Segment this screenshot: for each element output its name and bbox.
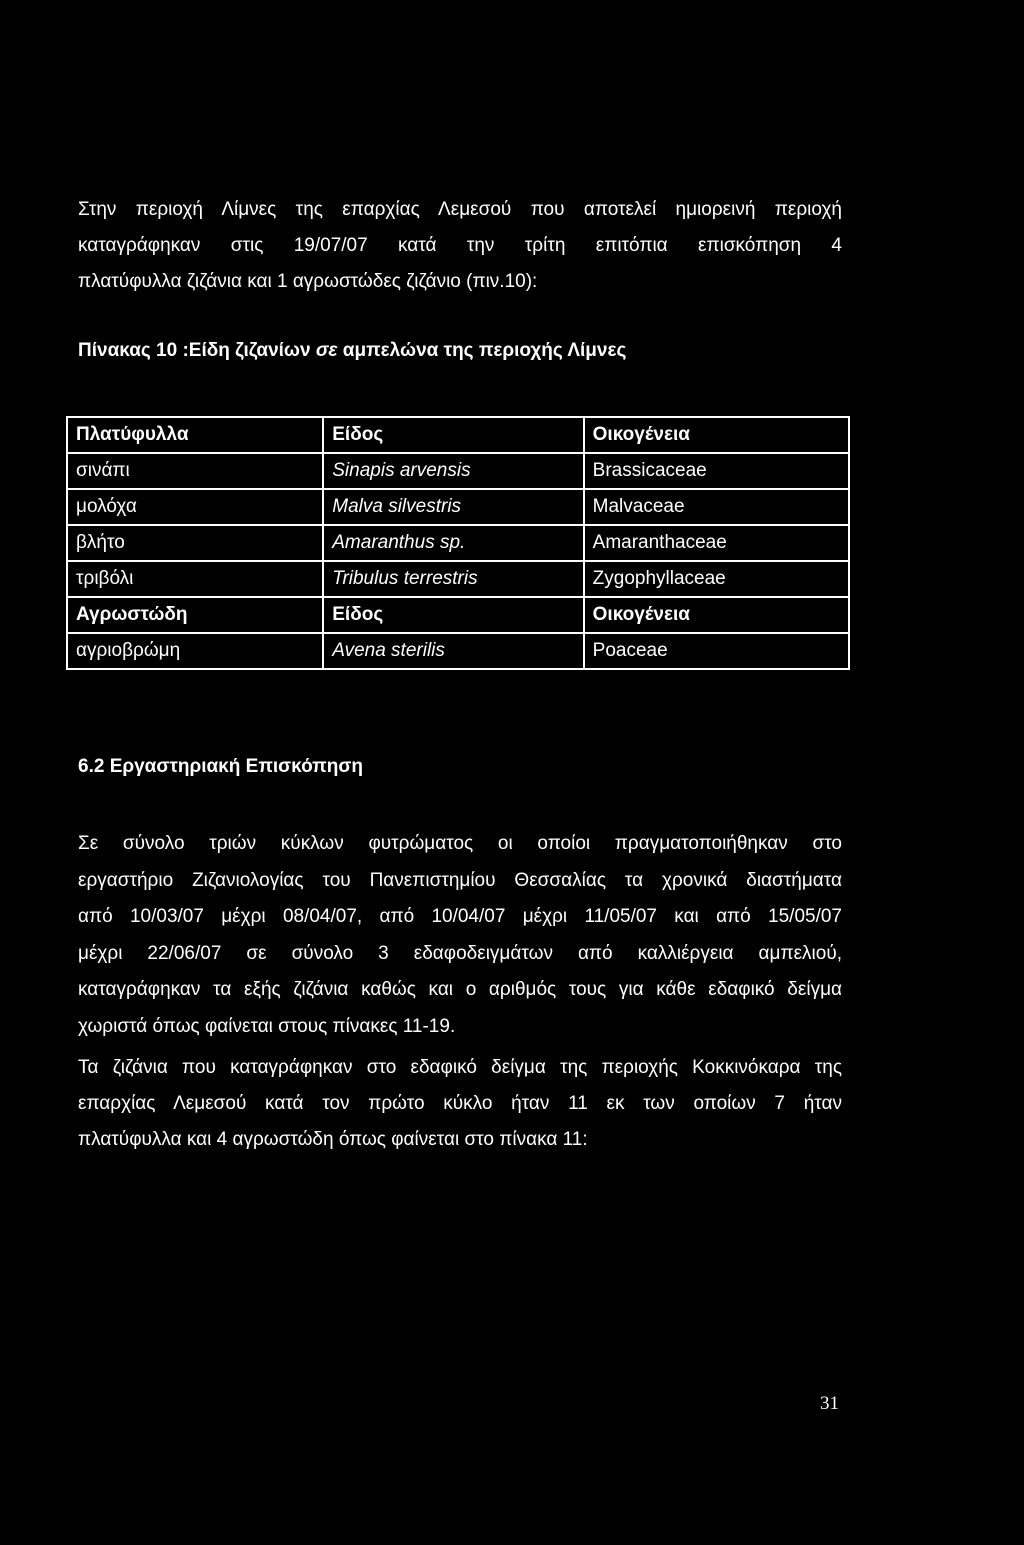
- next-paragraph: [78, 1050, 842, 1158]
- header-cell-species: Είδος: [323, 597, 583, 633]
- table-row: [67, 453, 849, 489]
- intro-line: πλατύφυλλα ζιζάνια και 1 αγρωστώδες ζιζάνιο (πιν.10):: [78, 271, 538, 292]
- header-cell-grasses: Αγρωστώδη: [67, 597, 323, 633]
- species-cell: Sinapis arvensis: [323, 453, 583, 489]
- header-cell-family: Οικογένεια: [584, 417, 849, 453]
- section-heading: 6.2 Εργαστηριακή Επισκόπηση: [78, 756, 363, 777]
- lab-line: καταγράφηκαν τα εξής ζιζάνια καθώς και ο αριθμός τους για κάθε εδαφικό δείγμα: [78, 979, 842, 1000]
- family-cell: Zygophyllaceae: [584, 561, 849, 597]
- common-name-cell: βλήτο: [67, 525, 323, 561]
- lab-line: χωριστά όπως φαίνεται στους πίνακες 11-19.: [78, 1015, 456, 1037]
- common-name-cell: σινάπι: [67, 453, 323, 489]
- family-cell: Brassicaceae: [584, 453, 849, 489]
- table-caption: [78, 340, 626, 362]
- lab-line: από 10/03/07 μέχρι 08/04/07, από 10/04/07 μέχρι 11/05/07 και από 15/05/07: [78, 906, 842, 927]
- lab-paragraph: [78, 826, 842, 1045]
- next-line: Τα ζιζάνια που καταγράφηκαν στο εδαφικό δείγμα της περιοχής Κοκκινόκαρα της: [78, 1057, 842, 1078]
- table-row: [67, 489, 849, 525]
- weeds-table: [66, 416, 850, 670]
- table-subheader-row: [67, 597, 849, 633]
- family-cell: Amaranthaceae: [584, 525, 849, 561]
- table-row: [67, 561, 849, 597]
- next-line: πλατύφυλλα και 4 αγρωστώδη όπως φαίνεται στο πίνακα 11:: [78, 1129, 588, 1150]
- intro-line: καταγράφηκαν στις 19/07/07 κατά την τρίτη επιτόπια επισκόπηση 4: [78, 235, 842, 256]
- caption-suffix: αμπελώνα της περιοχής Λίμνες: [337, 340, 627, 361]
- page-number: 31: [820, 1393, 839, 1414]
- header-cell-broadleaf: Πλατύφυλλα: [67, 417, 323, 453]
- table-row: [67, 525, 849, 561]
- table-header-row: [67, 417, 849, 453]
- family-cell: Poaceae: [584, 633, 849, 669]
- lab-line: εργαστήριο Ζιζανιολογίας του Πανεπιστημίου Θεσσαλίας τα χρονικά διαστήματα: [78, 869, 842, 891]
- intro-line: Στην περιοχή Λίμνες της επαρχίας Λεμεσού που αποτελεί ημιορεινή περιοχή: [78, 199, 842, 220]
- species-cell: Avena sterilis: [323, 633, 583, 669]
- caption-prefix: Πίνακας 10 :Είδη ζιζανίων: [78, 340, 316, 361]
- species-cell: Amaranthus sp.: [323, 525, 583, 561]
- common-name-cell: μολόχα: [67, 489, 323, 525]
- species-cell: Malva silvestris: [323, 489, 583, 525]
- species-cell: Tribulus terrestris: [323, 561, 583, 597]
- lab-line: μέχρι 22/06/07 σε σύνολο 3 εδαφοδειγμάτων από καλλιέργεια αμπελιού,: [78, 942, 842, 964]
- caption-italic: σε: [315, 340, 338, 361]
- lab-line: Σε σύνολο τριών κύκλων φυτρώματος οι οποίοι πραγματοποιήθηκαν στο: [78, 833, 842, 854]
- table-row: [67, 633, 849, 669]
- next-line: επαρχίας Λεμεσού κατά τον πρώτο κύκλο ήταν 11 εκ των οποίων 7 ήταν: [78, 1093, 842, 1114]
- header-cell-species: Είδος: [323, 417, 583, 453]
- common-name-cell: τριβόλι: [67, 561, 323, 597]
- family-cell: Malvaceae: [584, 489, 849, 525]
- header-cell-family: Οικογένεια: [584, 597, 849, 633]
- intro-paragraph: [78, 192, 842, 300]
- common-name-cell: αγριοβρώμη: [67, 633, 323, 669]
